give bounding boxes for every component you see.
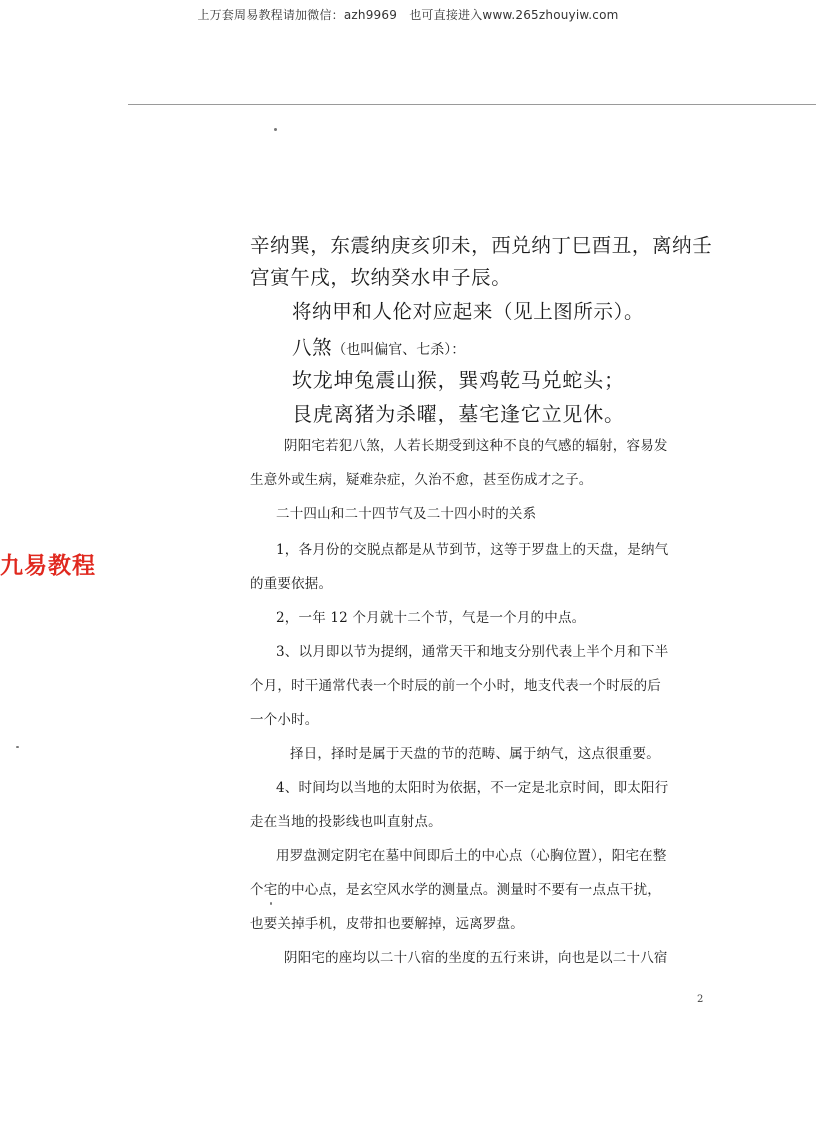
body-line: 阴阳宅的座均以二十八宿的坐度的五行来讲，向也是以二十八宿 <box>284 950 668 966</box>
scan-speck <box>16 746 19 748</box>
heading-bashao: 八煞 <box>292 336 333 359</box>
body-line: 将纳甲和人伦对应起来（见上图所示）。 <box>292 300 645 323</box>
body-line: 用罗盘测定阴宅在墓中间即后土的中心点（心胸位置），阳宅在整 <box>276 848 667 864</box>
body-line: 1，各月份的交脱点都是从节到节，这等于罗盘上的天盘，是纳气 <box>276 542 669 558</box>
watermark: 九易教程 <box>0 553 96 579</box>
body-line <box>292 332 465 360</box>
header-rule <box>128 104 816 105</box>
scan-speck <box>270 902 272 905</box>
page-number: 2 <box>697 994 704 1005</box>
scan-speck <box>274 128 277 131</box>
body-line: 4、时间均以当地的太阳时为依据，不一定是北京时间，即太阳行 <box>276 780 669 796</box>
body-line: 一个小时。 <box>250 712 319 728</box>
body-line: 的重要依据。 <box>250 576 333 592</box>
body-line: 个月，时干通常代表一个时辰的前一个小时，地支代表一个时辰的后 <box>250 678 661 694</box>
body-line: 生意外或生病，疑难杂症，久治不愈，甚至伤成才之子。 <box>250 472 593 488</box>
poem-line: 艮虎离猪为杀曜，墓宅逢它立见休。 <box>292 402 625 426</box>
page-header: 上万套周易教程请加微信：azh9969 也可直接进入www.265zhouyiw.com <box>197 8 619 22</box>
body-line: 阴阳宅若犯八煞，人若长期受到这种不良的气感的辐射，容易发 <box>284 438 668 454</box>
body-line: 2，一年 12 个月就十二个节，气是一个月的中点。 <box>276 610 586 626</box>
body-line: 辛纳巽，东震纳庚亥卯未，西兑纳丁巳酉丑，离纳壬 <box>250 234 713 257</box>
body-line: 个宅的中心点，是玄空风水学的测量点。测量时不要有一点点干扰， <box>250 882 661 898</box>
body-line: 也要关掉手机，皮带扣也要解掉，远离罗盘。 <box>250 916 524 932</box>
body-line: 3、以月即以节为提纲，通常天干和地支分别代表上半个月和下半 <box>276 644 669 660</box>
poem-line: 坎龙坤兔震山猴，巽鸡乾马兑蛇头； <box>292 368 625 392</box>
heading-note: （也叫偏官、七杀）： <box>332 342 466 358</box>
body-line: 择日，择时是属于天盘的节的范畴、属于纳气，这点很重要。 <box>290 746 660 762</box>
body-line: 宫寅午戌，坎纳癸水申子辰。 <box>250 266 512 289</box>
body-line: 走在当地的投影线也叫直射点。 <box>250 814 442 830</box>
section-heading: 二十四山和二十四节气及二十四小时的关系 <box>276 506 537 522</box>
